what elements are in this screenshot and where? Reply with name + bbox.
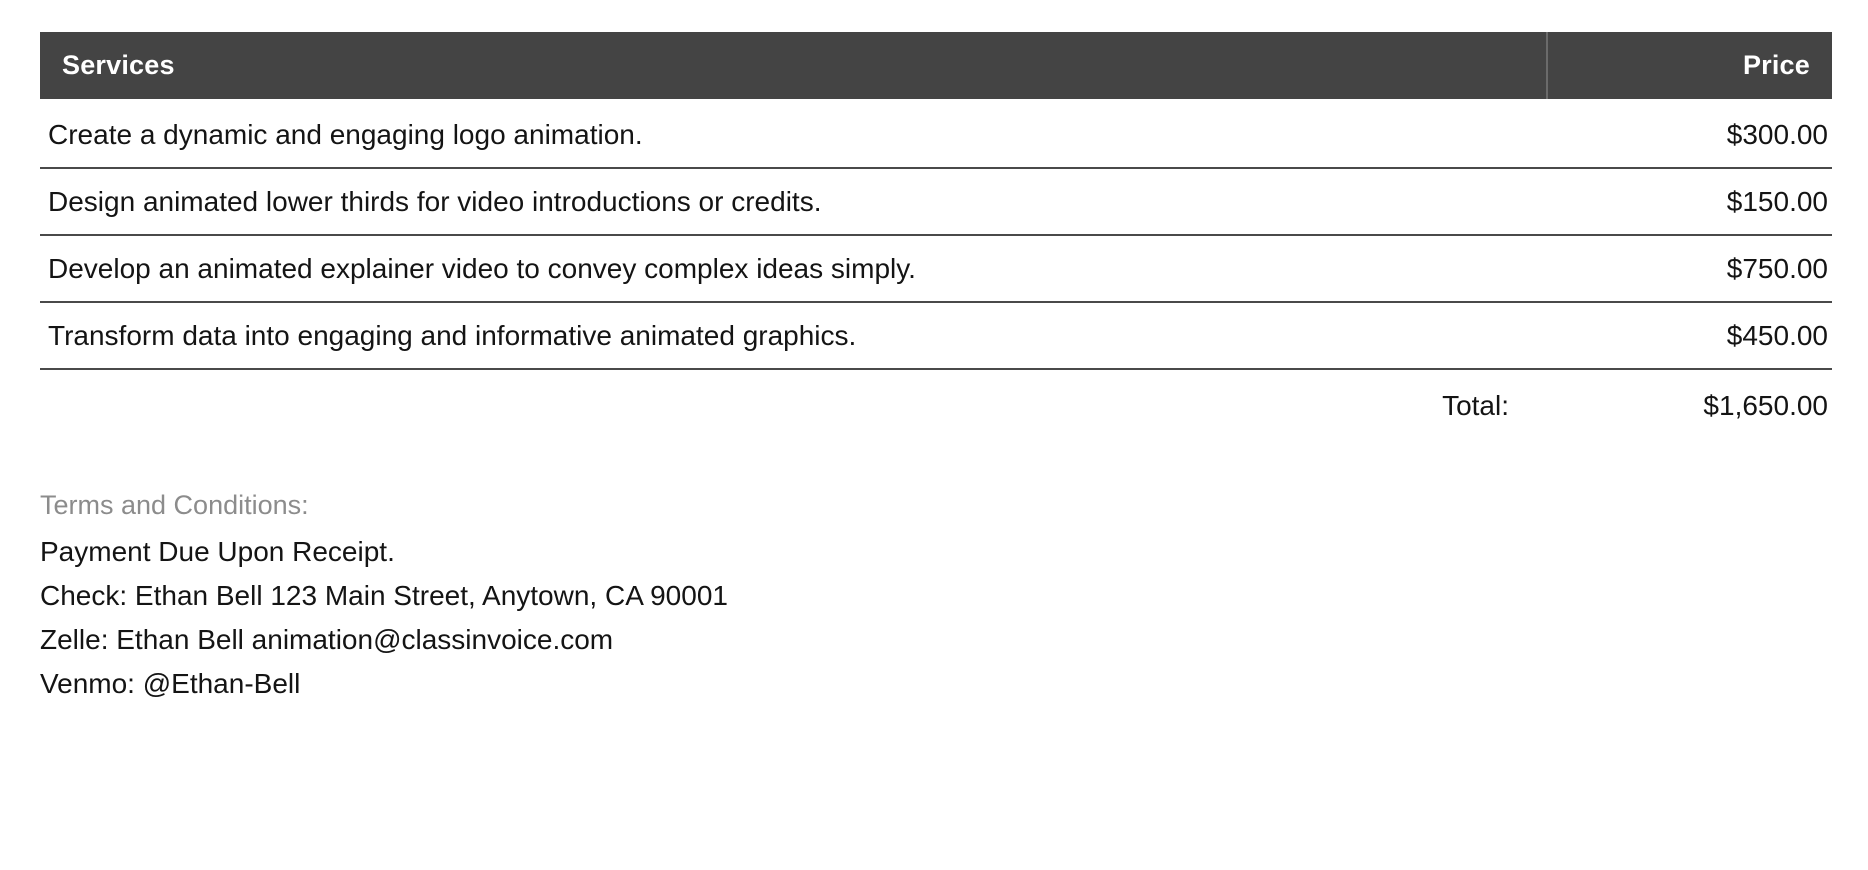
terms-line: Venmo: @Ethan-Bell	[40, 668, 301, 700]
service-price: $300.00	[1547, 99, 1832, 168]
service-description: Develop an animated explainer video to convey complex ideas simply.	[40, 235, 1547, 302]
table-header-row	[40, 32, 1832, 99]
service-description: Create a dynamic and engaging logo animation.	[40, 99, 1547, 168]
table-row	[40, 302, 1832, 369]
table-row	[40, 99, 1832, 168]
column-header-price: Price	[1547, 32, 1832, 99]
terms-and-conditions-section	[40, 490, 1828, 702]
service-price: $750.00	[1547, 235, 1832, 302]
terms-line: Zelle: Ethan Bell animation@classinvoice.com	[40, 624, 614, 656]
terms-title: Terms and Conditions:	[40, 490, 309, 520]
table-row	[40, 235, 1832, 302]
table-row	[40, 168, 1832, 235]
terms-line: Check: Ethan Bell 123 Main Street, Anytown, CA 90001	[40, 580, 728, 612]
terms-line: Payment Due Upon Receipt.	[40, 536, 395, 567]
service-price: $450.00	[1547, 302, 1832, 369]
services-price-table	[40, 32, 1832, 438]
table-header	[40, 32, 1832, 99]
service-description: Transform data into engaging and informative animated graphics.	[40, 302, 1547, 369]
total-label: Total:	[40, 369, 1547, 438]
total-value: $1,650.00	[1547, 369, 1832, 438]
column-header-services: Services	[40, 32, 1547, 99]
table-total-row	[40, 369, 1832, 438]
service-description: Design animated lower thirds for video introductions or credits.	[40, 168, 1547, 235]
table-body	[40, 99, 1832, 438]
service-price: $150.00	[1547, 168, 1832, 235]
